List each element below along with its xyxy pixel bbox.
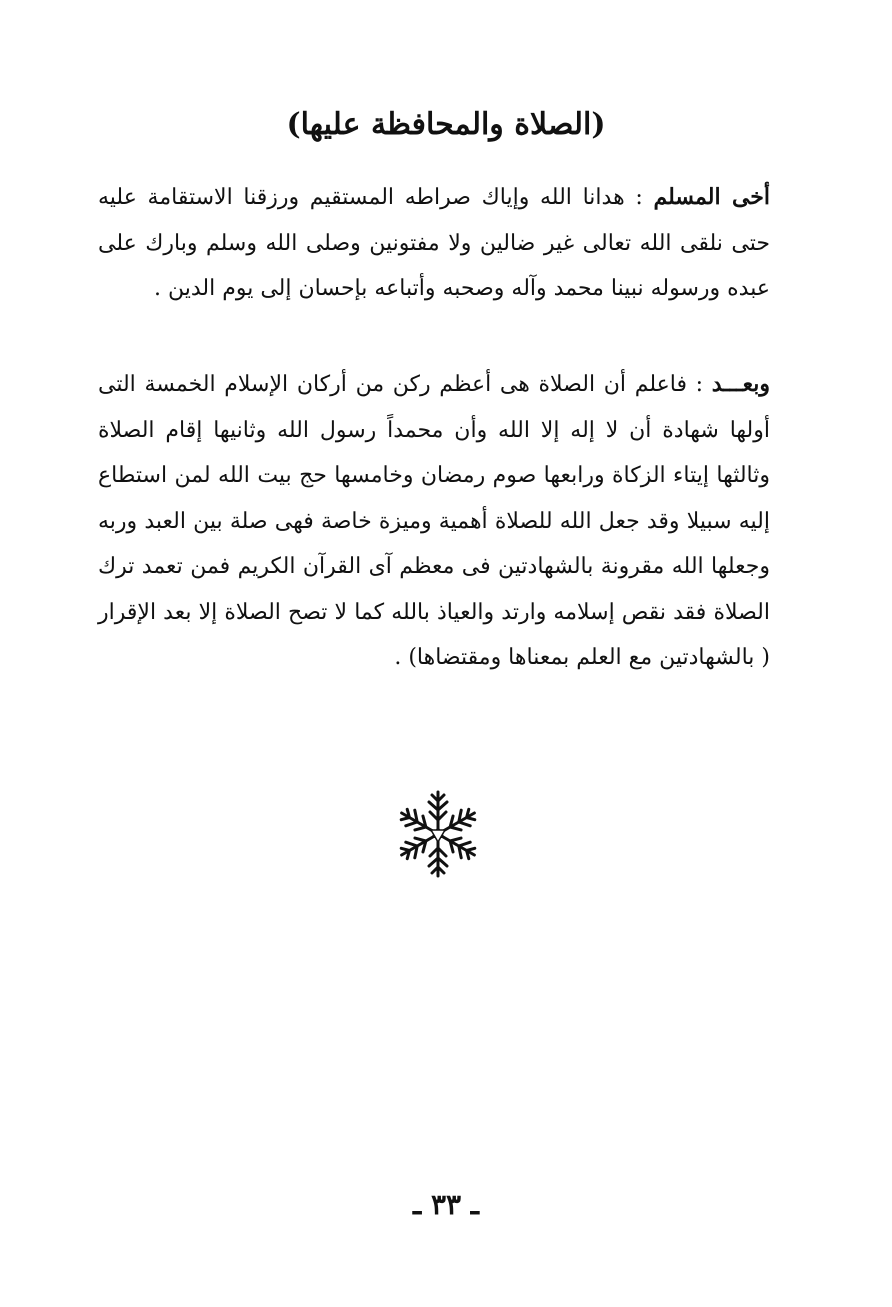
page-title: (الصلاة والمحافظة عليها) xyxy=(286,107,606,142)
snowflake-ornament-icon xyxy=(395,788,481,880)
paragraph-lead: وبعـــد xyxy=(711,371,770,397)
paragraph-intro xyxy=(98,175,770,312)
paragraph-text: : هدانا الله وإياك صراطه المستقيم ورزقنا الاستقامة عليه حتى نلقى الله تعالى غير ضالين ولا مفتونين وصلى الله وسلم وبارك على عبده ورسوله نبينا محمد وآله وصحبه وأتباعه بإحسان إلى يوم الدين . xyxy=(98,185,770,301)
page-number: ـ ٣٣ ـ xyxy=(413,1188,479,1221)
paragraph-lead: أخى المسلم xyxy=(653,184,770,210)
paragraph-body xyxy=(98,362,770,681)
paragraph-text: : فاعلم أن الصلاة هى أعظم ركن من أركان الإسلام الخمسة التى أولها شهادة أن لا إله إلا الله وأن محمداً رسول الله وثانيها إقام الصلاة وثالثها إيتاء الزكاة ورابعها صوم رمضان وخامسها حج بيت الله لمن استطاع إليه سبيلا وقد جعل الله للصلاة أهمية وميزة خاصة فهى صلة بين العبد وربه وجعلها الله مقرونة بالشهادتين فى معظم آى القرآن الكريم فمن تعمد ترك الصلاة فقد نقص إسلامه وارتد والعياذ بالله كما لا تصح الصلاة إلا بعد الإقرار ( بالشهادتين مع العلم بمعناها ومقتضاها) . xyxy=(98,372,770,670)
